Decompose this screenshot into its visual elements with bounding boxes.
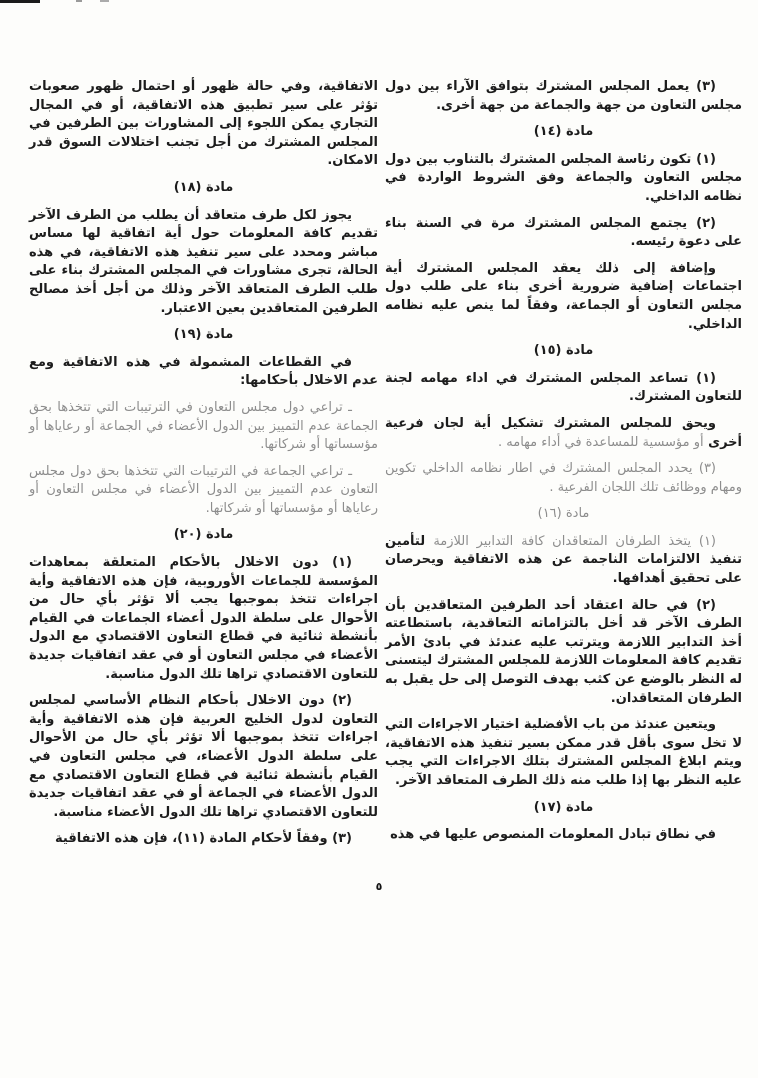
paragraph: (١) تساعد المجلس المشترك في اداء مهامه لجنة للتعاون المشترك. [385,370,742,405]
paragraph [385,533,742,589]
paragraph: وإضافة إلى ذلك يعقد المجلس المشترك أية اجتماعات إضافية ضرورية أخرى بناء على طلب دول مجلس التعاون أو الجماعة، وفقاً لما ينص عليه نظامه الداخلي. [385,260,742,332]
paragraph: ـ تراعي الجماعة في الترتيبات التي تتخذها بحق دول مجلس التعاون عدم التمييز بين الدول الأعضاء في مجلس التعاون أو رعاياها أو مؤسساتها أو شركاتها. [29,463,378,516]
paragraph [385,415,742,452]
text-segment: (١) يتخذ الطرفان المتعاقدان كافة التدابير اللازمة [433,533,716,549]
paragraph: (٢) دون الاخلال بأحكام النظام الأساسي لمجلس التعاون لدول الخليج العربية فإن هذه الاتفاقية وأية اجراءات تتخذ بموجبها ألا تؤثر بأي حال من الأحوال على سلطة الدول الأعضاء، في مجلس التعاون في القيام بأنشطة ثنائية في قطاع التعاون الاقتصادي مع الدول الأعضاء في الجماعة أو في عقد اتفاقيات جديدة للتعاون الاقتصادي تراها تلك الدول الأعضاء مناسبة. [29,693,378,820]
article-heading: مادة (١٧) [533,799,594,815]
paragraph: (٣) يحدد المجلس المشترك في اطار نظامه الداخلي تكوين ومهام ووظائف تلك اللجان الفرعية . [385,461,742,495]
article-heading: مادة (٢٠) [173,527,234,543]
page-number: ٥ [375,880,383,893]
scan-artifact-speck [100,0,109,2]
scan-artifact-line [0,0,40,3]
scan-artifact-speck [76,0,82,2]
article-heading: مادة (١٤) [533,124,594,140]
paragraph: (١) دون الاخلال بالأحكام المتعلقة بمعاهدات المؤسسة للجماعات الأوروبية، فإن هذه الاتفاقية وأية اجراءات تتخذ بموجبها يجب ألا تؤثر بأي حال من الأحوال على سلطة الدول أعضاء الجماعات في القيام بأنشطة ثنائية في قطاع التعاون الاقتصادي مع الدول الأعضاء في مجلس التعاون أو في عقد اتفاقيات جديدة للتعاون الاقتصادي تراها تلك الدول مناسبة. [29,555,378,682]
text-segment: ويحق للمجلس المشترك تشكيل أية لجان فرعية أخرى [385,415,742,450]
paragraph: (٢) في حالة اعتقاد أحد الطرفين المتعاقدين بأن الطرف الآخر قد أخل بالتزاماته التعاقدية، باستطاعته أخذ التدابير اللازمة ويترتب عليه عندئذ في بادئ الأمر تقديم كافة المعلومات اللازمة للمجلس المشترك ليتسنى له النظر بالوضع عن كثب بهدف التوصل إلى حل يقبل به الطرفان المتعاقدان. [385,597,742,706]
paragraph: يجوز لكل طرف متعاقد أن يطلب من الطرف الآخر تقديم كافة المعلومات حول أية اتفاقية لها مساس مباشر ومحدد على سير تنفيذ هذه الاتفاقية، في هذه الحالة، تجرى مشاورات في المجلس المشترك بناء على طلب الطرف المتعاقد الآخر وذلك من أجل أخذ مصالح الطرفين المتعاقدين بعين الاعتبار. [29,207,378,316]
paragraph: ويتعين عندئذ من باب الأفضلية اختيار الاجراءات التي لا تخل سوى بأقل قدر ممكن بسير تنفيذ هذه الاتفاقية، ويتم ابلاغ المجلس المشترك بتلك الاجراءات التي يجب عليه النظر بها إذا طلب منه ذلك الطرف المتعاقد الآخر. [385,717,742,788]
text-column-right [385,78,742,853]
text-segment: أو مؤسسية للمساعدة في أداء مهامه . [498,434,704,450]
paragraph: في القطاعات المشمولة في هذه الاتفاقية ومع عدم الاخلال بأحكامها: [29,354,378,389]
paragraph: (١) تكون رئاسة المجلس المشترك بالتناوب بين دول مجلس التعاون والجماعة وفق الشروط الواردة في نظامه الداخلي. [385,151,742,204]
text-segment: لتأمين تنفيذ الالتزامات الناجمة عن هذه الاتفاقية ويحرصان على تحقيق أهدافها. [385,533,742,587]
paragraph: ـ تراعي دول مجلس التعاون في الترتيبات التي تتخذها بحق الجماعة عدم التمييز بين الدول الأعضاء في الجماعة أو رعاياها أو مؤسساتها أو شركاتها. [29,399,378,453]
paragraph: (٣) يعمل المجلس المشترك بتوافق الآراء بين دول مجلس التعاون من جهة والجماعة من جهة أخرى. [385,79,742,113]
paragraph: (٣) وفقاً لأحكام المادة (١١)، فإن هذه الاتفاقية [55,831,352,847]
text-column-left [29,78,378,857]
paragraph: (٢) يجتمع المجلس المشترك مرة في السنة بناء على دعوة رئيسه. [385,215,742,250]
article-heading: مادة (١٨) [173,179,234,195]
paragraph: الاتفاقية، وفي حالة ظهور أو احتمال ظهور صعوبات تؤثر على سير تطبيق هذه الاتفاقية، أو في المجال التجاري يمكن اللجوء إلى المشاورات بين الطرفين في المجلس المشترك من أجل تجنب اختلالات السوق قدر الامكان. [29,79,378,169]
paragraph: في نطاق تبادل المعلومات المنصوص عليها في هذه [390,827,716,843]
article-heading: مادة (١٥) [533,343,594,359]
article-heading: مادة (١٦) [537,506,590,522]
article-heading: مادة (١٩) [173,327,234,343]
